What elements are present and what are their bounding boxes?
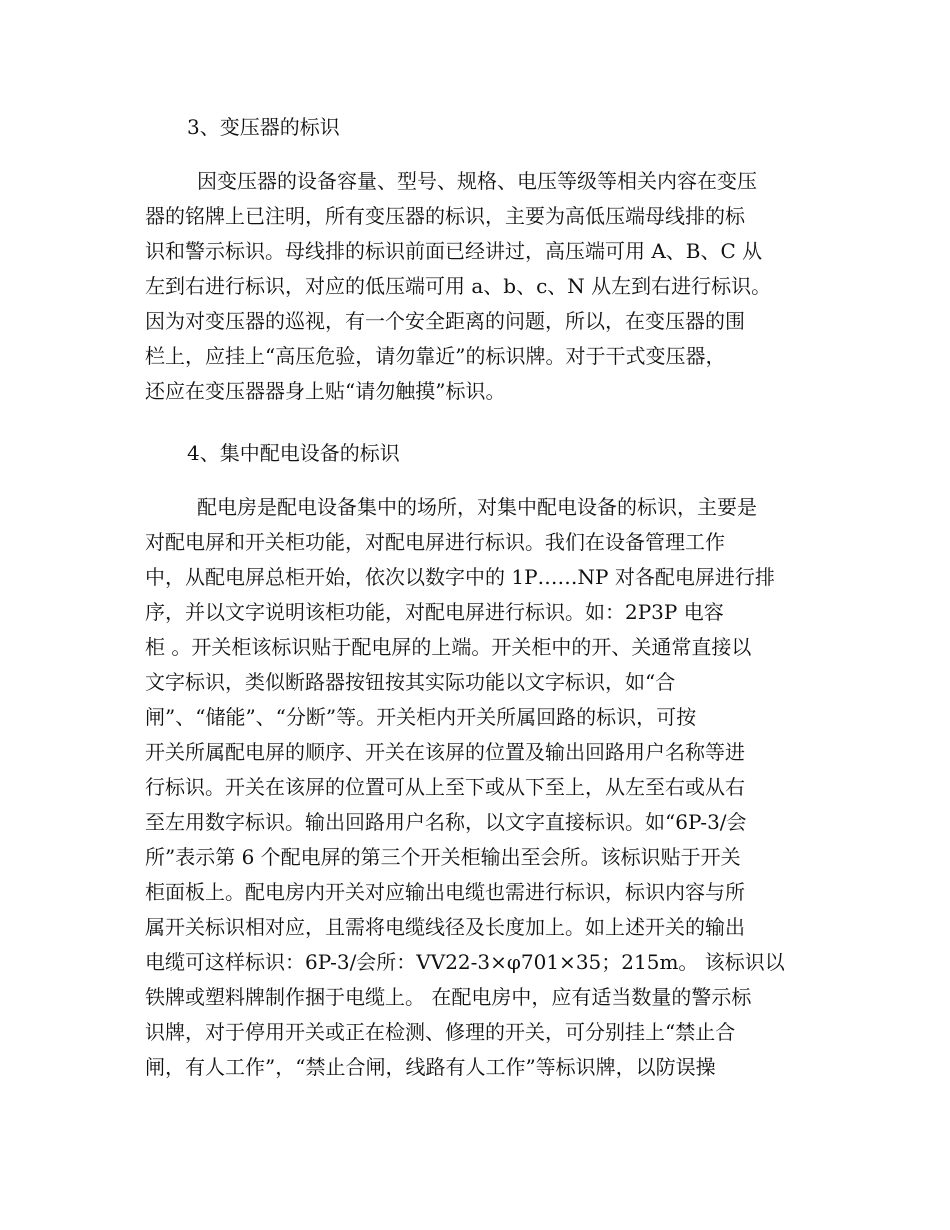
section4-line-4: 序，并以文字说明该柜功能，对配电屏进行标识。如：2P3P 电容 [145, 600, 724, 624]
section4-heading: 4、集中配电设备的标识 [187, 441, 400, 465]
section4-line-9: 行标识。开关在该屏的位置可从上至下或从下至上，从左至右或从右 [145, 775, 745, 799]
section4-line-2: 对配电屏和开关柜功能，对配电屏进行标识。我们在设备管理工作 [145, 530, 725, 554]
section4-line-13: 属开关标识相对应，且需将电缆线径及长度加上。如上述开关的输出 [145, 915, 745, 939]
section3-line-2: 器的铭牌上已注明，所有变压器的标识，主要为高低压端母线排的标 [145, 204, 745, 228]
section4-line-15: 铁牌或塑料牌制作捆于电缆上。 在配电房中，应有适当数量的警示标 [145, 985, 752, 1009]
section3-line-4: 左到右进行标识，对应的低压端可用 a、b、c、N 从左到右进行标识。 [145, 274, 772, 298]
section4-line-17: 闸，有人工作”，“禁止合闸，线路有人工作”等标识牌，以防误操 [145, 1055, 716, 1079]
section4-line-16: 识牌，对于停用开关或正在检测、修理的开关，可分别挂上“禁止合 [145, 1020, 736, 1044]
section4-line-7: 闸”、“储能”、“分断”等。开关柜内开关所属回路的标识，可按 [145, 705, 697, 729]
section3-line-1: 因变压器的设备容量、型号、规格、电压等级等相关内容在变压 [197, 169, 757, 193]
section4-line-3: 中，从配电屏总柜开始，依次以数字中的 1P……NP 对各配电屏进行排 [145, 565, 775, 589]
section3-heading: 3、变压器的标识 [187, 115, 340, 139]
section4-line-14: 电缆可这样标识：6P-3/会所：VV22-3×φ701×35；215m。 该标识以 [145, 950, 785, 974]
section4-line-6: 文字标识，类似断路器按钮按其实际功能以文字标识，如“合 [145, 670, 676, 694]
section3-line-3: 识和警示标识。母线排的标识前面已经讲过，高压端可用 A、B、C 从 [145, 239, 763, 263]
section4-line-10: 至左用数字标识。输出回路用户名称，以文字直接标识。如“6P-3/会 [145, 810, 747, 834]
section3-line-7: 还应在变压器器身上贴“请勿触摸”标识。 [145, 379, 506, 403]
section3-line-6: 栏上，应挂上“高压危验，请勿靠近”的标识牌。对于干式变压器， [145, 344, 726, 368]
section3-line-5: 因为对变压器的巡视，有一个安全距离的问题，所以，在变压器的围 [145, 309, 745, 333]
section4-line-11: 所”表示第 6 个配电屏的第三个开关柜输出至会所。该标识贴于开关 [145, 845, 741, 869]
section4-line-8: 开关所属配电屏的顺序、开关在该屏的位置及输出回路用户名称等进 [145, 740, 745, 764]
section4-line-1: 配电房是配电设备集中的场所，对集中配电设备的标识，主要是 [197, 495, 757, 519]
section4-line-12: 柜面板上。配电房内开关对应输出电缆也需进行标识，标识内容与所 [145, 880, 745, 904]
section4-line-5: 柜 。开关柜该标识贴于配电屏的上端。开关柜中的开、关通常直接以 [145, 635, 752, 659]
